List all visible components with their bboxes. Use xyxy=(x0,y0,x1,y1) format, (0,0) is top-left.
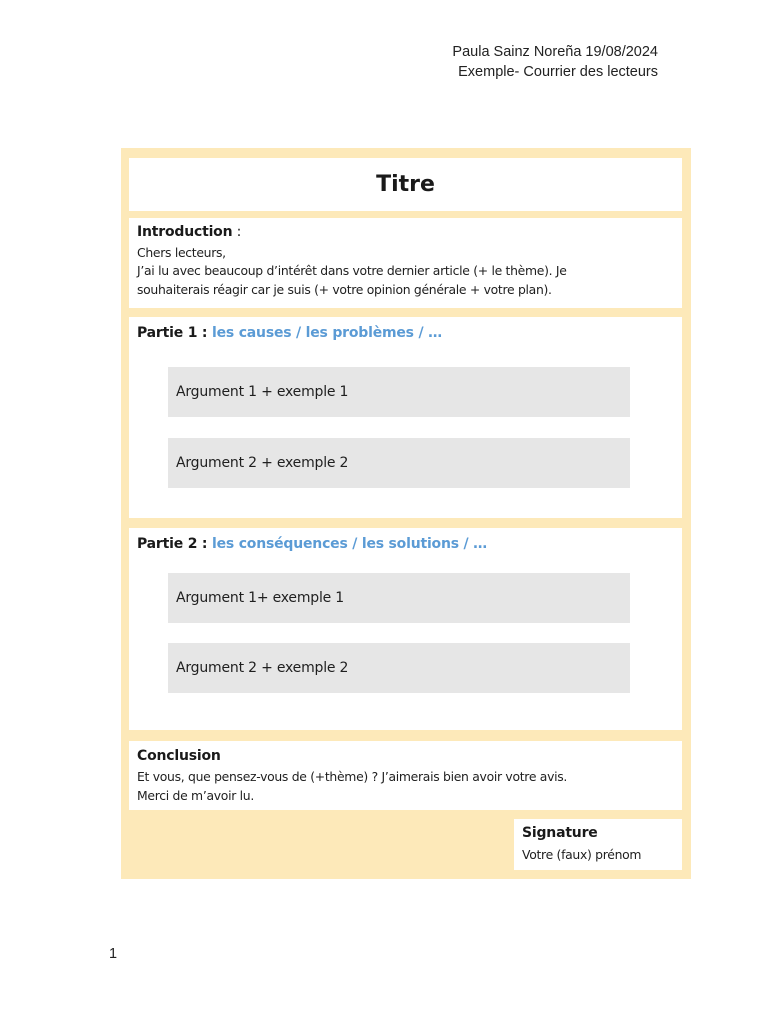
partie-2-box xyxy=(129,528,682,730)
partie-1-topic: les causes / les problèmes / … xyxy=(212,325,442,341)
header-author-date: Paula Sainz Noreña 19/08/2024 xyxy=(452,44,658,60)
conclusion-line: Merci de m’avoir lu. xyxy=(137,788,254,803)
partie-1-label: Partie 1 : xyxy=(137,325,212,341)
page-number: 1 xyxy=(109,946,118,962)
signature-text: Votre (faux) prénom xyxy=(522,847,642,862)
letter-template-frame xyxy=(121,148,691,879)
partie-2-heading xyxy=(137,536,487,552)
introduction-line: Chers lecteurs, xyxy=(137,245,226,260)
signature-box xyxy=(514,819,682,870)
argument-box: Argument 1+ exemple 1 xyxy=(168,573,630,623)
header-subtitle: Exemple- Courrier des lecteurs xyxy=(458,64,658,80)
introduction-heading-label: Introduction xyxy=(137,224,233,240)
introduction-line: souhaiterais réagir car je suis (+ votre opinion générale + votre plan). xyxy=(137,282,552,297)
document-header xyxy=(452,42,658,82)
introduction-line: J’ai lu avec beaucoup d’intérêt dans votre dernier article (+ le thème). Je xyxy=(137,263,567,278)
introduction-heading xyxy=(137,224,241,240)
conclusion-line: Et vous, que pensez-vous de (+thème) ? J’aimerais bien avoir votre avis. xyxy=(137,769,568,784)
argument-box: Argument 2 + exemple 2 xyxy=(168,438,630,488)
partie-1-box xyxy=(129,317,682,518)
conclusion-heading: Conclusion xyxy=(137,748,221,764)
partie-2-label: Partie 2 : xyxy=(137,536,212,552)
partie-1-heading xyxy=(137,325,442,341)
page-title: Titre xyxy=(376,172,435,197)
partie-2-topic: les conséquences / les solutions / … xyxy=(212,536,487,552)
title-box xyxy=(129,158,682,211)
signature-heading: Signature xyxy=(522,825,598,841)
argument-box: Argument 2 + exemple 2 xyxy=(168,643,630,693)
conclusion-box xyxy=(129,741,682,810)
introduction-box xyxy=(129,218,682,308)
argument-box: Argument 1 + exemple 1 xyxy=(168,367,630,417)
introduction-heading-colon: : xyxy=(232,224,242,240)
